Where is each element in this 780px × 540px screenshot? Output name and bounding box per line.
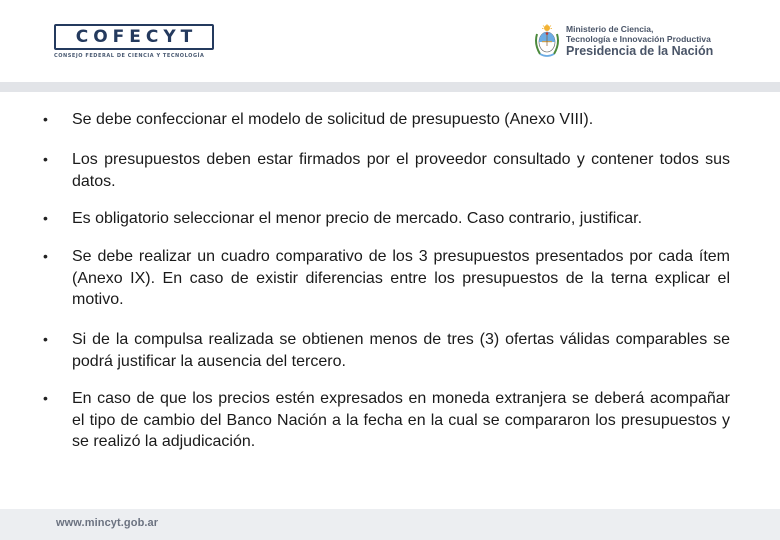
cofecyt-subtitle: CONSEJO FEDERAL DE CIENCIA Y TECNOLOGÍA <box>54 53 205 59</box>
list-item <box>40 109 730 149</box>
header-stripe <box>0 82 780 92</box>
bullet-marker: • <box>43 248 48 264</box>
bullet-marker: • <box>43 390 48 406</box>
bullet-text: Los presupuestos deben estar firmados por el proveedor consultado y contener todos sus datos. <box>72 151 730 190</box>
escudo-icon <box>534 24 560 58</box>
bullet-text: Es obligatorio seleccionar el menor precio de mercado. Caso contrario, justificar. <box>72 210 643 227</box>
list-item <box>40 149 730 208</box>
footer-url: www.mincyt.gob.ar <box>56 517 159 529</box>
bullet-text: En caso de que los precios estén expresados en moneda extranjera se deberá acompañar el tipo de cambio del Banco Nación a la fecha en la cual se compararon los presupuestos y se realizó la adjudicación. <box>72 390 730 450</box>
bullet-list <box>40 109 730 453</box>
ministerio-line-1: Ministerio de Ciencia, <box>566 24 654 34</box>
bullet-marker: • <box>43 210 48 226</box>
cofecyt-logo-box <box>54 24 214 50</box>
list-item <box>40 246 730 329</box>
bullet-text: Se debe realizar un cuadro comparativo de los 3 presupuestos presentados por cada ítem (Anexo IX). En caso de existir diferencias entre los presupuestos de la terna explicar el motivo. <box>72 248 730 308</box>
list-item <box>40 388 730 453</box>
list-item <box>40 208 730 246</box>
bullet-marker: • <box>43 151 48 167</box>
bullet-text: Se debe confeccionar el modelo de solicitud de presupuesto (Anexo VIII). <box>72 111 594 128</box>
ministerio-logo <box>534 22 734 66</box>
list-item <box>40 329 730 388</box>
bullet-text: Si de la compulsa realizada se obtienen menos de tres (3) ofertas válidas comparables se podrá justificar la ausencia del tercero. <box>72 331 730 370</box>
bullet-marker: • <box>43 111 48 127</box>
ministerio-line-2: Tecnología e Innovación Productiva <box>566 34 711 44</box>
ministerio-text <box>566 24 713 58</box>
cofecyt-logo-text: COFECYT <box>75 27 198 47</box>
bullet-marker: • <box>43 331 48 347</box>
cofecyt-logo <box>54 24 214 60</box>
ministerio-line-3: Presidencia de la Nación <box>566 44 714 58</box>
